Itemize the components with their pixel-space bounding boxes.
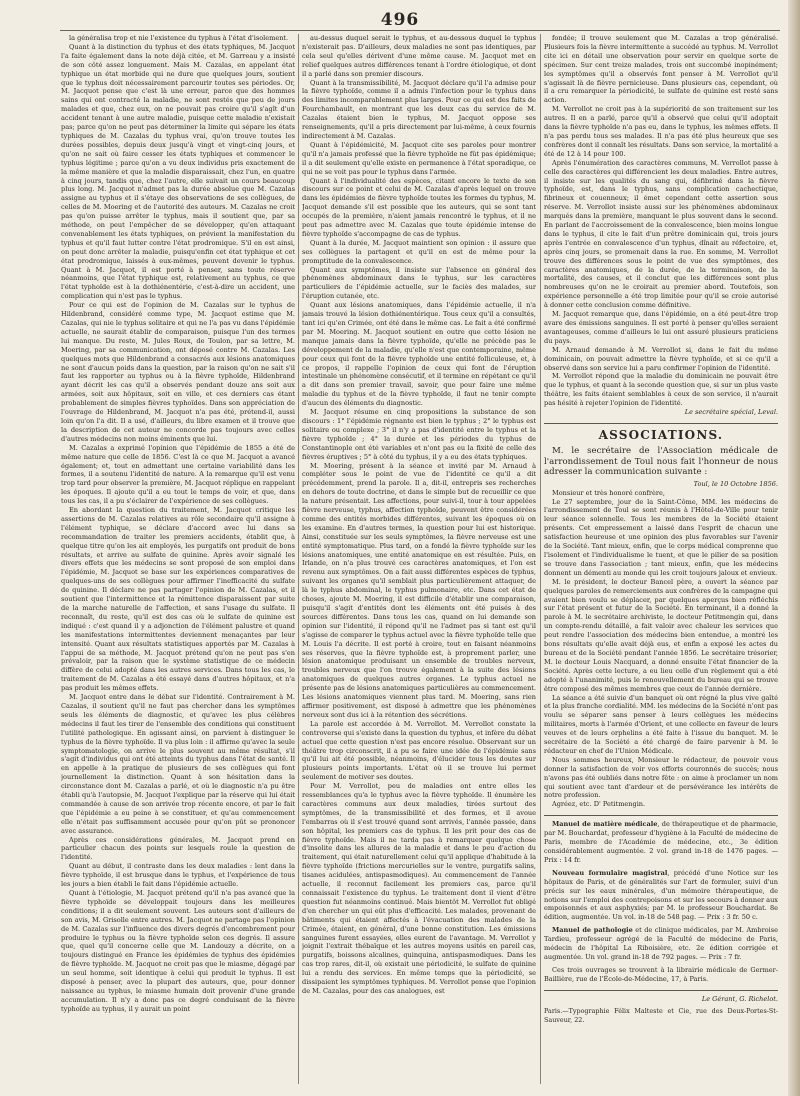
letter-dateline: Toul, le 10 Octobre 1856. <box>693 479 778 488</box>
ads-rule <box>544 815 778 816</box>
paragraph: Après l'énumération des caractères communs, M. Verrollot passe à celle des caractères qui différencient les deux maladies. Entre autres, il insiste sur les qualités du sang qui, défibriné dans la fièvre typhoïde, est, dans le typhus, sans complication cachectique, fibrineux et couenneux; il émet cependant cette assertion sous réserve. M. Verrollot insiste aussi sur les phénomènes abdominaux marqués dans la première, manquant le plus souvent dans le second. En parlant de l'accroissement de la convalescence, bien moins longue dans le typhus, il cite le fait d'un prêtre dominicain qui, trois jours après l'entrée en convalescence d'un typhus, dînait au réfectoire, et, après cinq jours, se promenait dans la rue. En somme, M. Verrollot trouve des différences sous le point de vue des symptômes, des caractères anatomiques, de la durée, de la terminaison, de la mortalité, des causes, et il conclut que les différences sont plus nombreuses qu'on ne le croirait au premier abord. Toutefois, son expérience personnelle a été trop limitée pour qu'il se croie autorisé à donner cette conclusion comme définitive. <box>544 158 778 310</box>
gerant-line: Le Gérant, G. Richelot. <box>701 994 778 1003</box>
paragraph: Quant aux lésions anatomiques, dans l'épidémie actuelle, il n'a jamais trouvé la lésion dothiénentérique. Tous ceux qu'il a consultés, tant ici qu'en Crimée, ont été dans le même cas. Le fait a été confirmé par M. Moering. M. Jacquot soutient en outre que cette lésion ne manque jamais dans la fièvre typhoïde, qu'elle ne précède pas le développement de la maladie, qu'elle n'est que contemporaine, même pour ceux qui font de la fièvre typhoïde une entité folliculeuse, et, à ce propos, il rappelle l'opinion de ceux qui font de l'éruption intestinale un phénomène consécutif, et il termine en répétant ce qu'il a dit dans son premier travail, savoir, que pour faire une même maladie du typhus et de la fièvre typhoïde, il faut ne tenir compte d'aucun des éléments du diagnostic. <box>302 301 536 408</box>
paragraph: Pour ce qui est de l'opinion de M. Cazalas sur le typhus de Hildenbrand, considéré comme type, M. Jacquot estime que M. Cazalas, qui nie le typhus solitaire et qui ne l'a pas vu dans l'épidémie actuelle, ne saurait établir de comparaison, puisque l'un des termes lui manque. Du reste, M. Jules Roux, de Toulon, par sa lettre, M. Moering, par sa communication, ont déposé contre M. Cazalas. Les quelques mots que Hildenbrand a consacrés aux lésions anatomiques ne sont d'aucun poids dans la question, par la raison qu'on ne sait s'il faut les rapporter au typhus ou à la fièvre typhoïde, Hildenbrand ayant décrit les cas qu'il a observés pendant douze ans soit aux armées, soit aux hôpitaux, soit en ville, et ces derniers cas étant probablement de simples fièvres typhoïdes. Dans son appréciation de l'ouvrage de Hildenbrand, M. Jacquot n'a pas été, prétend-il, aussi loin qu'on l'a dit. Il a usé, d'ailleurs, du libre examen et il trouve que la description de cet auteur ne concorde pas toujours avec celles d'autres médecins non moins éminents que lui. <box>61 301 295 443</box>
paragraph: La parole est accordée à M. Verrollot. M. Verrollot constate la controverse qui s'existe dans la question du typhus, et infère du débat actuel que cette question n'est pas encore résolue. Observant sur un théâtre trop circonscrit, il a pu se faire une idée de l'épidémie sans qu'il lui ait été possible, néanmoins, d'élucider tous les doutes sur plusieurs points importants. L'état où il se trouve lui permet seulement de motiver ses doutes. <box>302 719 536 782</box>
book-ad <box>544 820 778 865</box>
paragraph: Quant à l'épidémicité, M. Jacquot cite ses paroles pour montrer qu'il n'a jamais professé que la fièvre typhoïde ne fût pas épidémique; il a dit seulement qu'elle existe en permanence à l'état sporadique, ce qui ne se voit pas pour le typhus dans l'armée. <box>302 140 536 176</box>
section-heading: ASSOCIATIONS. <box>598 427 724 442</box>
paragraph: M. Cazalas a exprimé l'opinion que l'épidémie de 1855 a été de même nature que celle de 1856. C'est là ce que M. Jacquot a avancé également; et, tout en admettant une certaine variabilité dans les formes, il a soutenu l'identité de nature. A la remarque qu'il est venu trop tard pour observer la première, M. Jacquot réplique en rappelant les époques. Il ajoute qu'il a eu tout le temps de voir, et que, dans tous les cas, il a pu s'éclairer de l'expérience de ses collègues. <box>61 443 295 506</box>
paragraph: M. Verrollot ne croit pas à la supériorité de son traitement sur les autres. Il en a parlé, parce qu'il a observé que celui qu'il adoptait dans la fièvre typhoïde n'a pas eu, dans le typhus, les mêmes effets. Il n'a pas perdu tous ses malades. Il n'a pas été plus heureux que ses confrères dont il connaît les résultats. Dans son service, la mortalité a été de 12 à 14 pour 100. <box>544 105 778 158</box>
paragraph: Quant à la transmissibilité, M. Jacquot déclare qu'il l'a admise pour la fièvre typhoïde, comme il a admis l'infection pour le typhus dans des limites incomparablement plus larges. Pour ce qui est des faits de Fourchambault, en montrant que les deux cas du service de M. Cazalas étaient bien le typhus, M. Jacquot oppose ses renseignements, qu'il a pris directement par lui-même, à ceux fournis indirectement à M. Cazalas. <box>302 78 536 140</box>
book-ad-text: , de thérapeutique et de pharmacie, par M. Bouchardat, professeur d'hygiène à la Faculté de médecine de Paris, membre de l'Académie de médecine, etc., 3e édition considérablement augmentée. 2 vol. grand in-18 de 1476 pages. — Prix : 14 fr. <box>544 820 778 864</box>
paragraph: En abordant la question du traitement, M. Jacquot critique les assertions de M. Cazalas relatives au rôle secondaire qu'il assigne à l'élément typhique, se déclare d'accord avec lui dans sa recommandation de traiter les premiers accidents, établit que, à quelque titre qu'on les ait employés, les purgatifs ont produit de bons résultats, et arrive au sulfate de quinine. Après avoir signalé les divers effets que les médecins se sont proposé de son emploi dans l'épidémie, M. Jacquot se base sur les expériences comparatives de quelques-uns de ses collègues pour affirmer l'inefficacité du sulfate de quinine. Il déclare ne pas partager l'opinion de M. Cazalas, et il soutient que l'intermittence et la rémittence disparaissent par suite de la marche naturelle de l'affection, et sans l'usage du sulfate. Il reconnaît, du reste, qu'il est des cas où le sulfate de quinine est indiqué : c'est quand il y a adjonction de l'élément palustre et quand les manifestations intermittentes deviennent menaçantes par leur intensité. Quant aux résultats statistiques apportés par M. Cazalas à l'appui de sa méthode, M. Jacquot prétend qu'on ne peut pas s'en prévaloir, par la raison que le système statistique de ce médecin diffère de celui adopté dans les autres services. Dans tous les cas, le traitement de M. Cazalas a été essayé dans d'autres hôpitaux, et n'a pas produit les mêmes effets. <box>61 506 295 693</box>
paragraph: Monsieur et très honoré confrère, <box>552 488 666 497</box>
header-rule <box>60 30 780 31</box>
paragraph: Quant à l'étiologie, M. Jacquot prétend qu'il n'a pas avancé que la fièvre typhoïde se développait toujours dans les meilleures conditions; il a dit seulement souvent. Les auteurs sont d'ailleurs de son avis, M. Grisolle entre autres. M. Jacquot ne partage pas l'opinion de M. Cazalas sur l'influence des divers degrés d'encombrement pour produire le typhus ou la fièvre typhoïde selon ces degrés. Il assure que, quel qu'il concerne celle que M. Landouzy a décrite, on a toujours distingué en France les épidémies de typhus des épidémies de fièvre typhoïde. M. Jacquot ne croit pas que le miasme, dégagé par un seul homme, soit identique à celui qui produit le typhus. Il est disposé à penser, avec la plupart des auteurs, que, pour donner naissance au typhus, le miasme humain doit provenir d'une grande accumulation. Il n'y a donc pas ce degré conduisant de la fièvre typhoïde au typhus, il y aurait un point <box>61 889 295 1013</box>
paragraph: M. Jacquot entre dans le débat sur l'identité. Contrairement à M. Cazalas, il soutient qu'il ne faut pas chercher dans les symptômes seuls les éléments de diagnostic, et qu'avec les plus célèbres médecins il faut les tirer de l'ensemble des conditions qui constituent l'utilité pathologique. En agissant ainsi, on parvient à distinguer le typhus de la fièvre typhoïde. Il va plus loin : il affirme qu'avec la seule symptomatologie, on arrive le plus souvent au même résultat, s'il s'agit d'individus qui ont été atteints du typhus dans l'état de santé. Il en appelle à la pratique de plusieurs de ses collègues qui font journellement la distinction. Quant à son hésitation dans la circonstance dont M. Cazalas a parlé, et où le diagnostic n'a pu être établi qu'à l'autopsie, M. Jacquot l'explique par la réserve qui lui était commandée à cause de son arrivée trop récente encore, et par le fait que l'épidémie a eu peine à se constituer, et qu'au commencement elle n'était pas suffisamment accusée pour qu'on pût se prononcer avec assurance. <box>61 693 295 835</box>
column-3 <box>544 34 778 1074</box>
section-rule <box>544 423 778 424</box>
paragraph: Le 27 septembre, jour de la Saint-Côme, MM. les médecins de l'arrondissement de Toul se sont réunis à l'Hôtel-de-Ville pour tenir leur séance solennelle. Tous les membres de la Société étaient présents. Cet empressement a laissé dans l'esprit de chacun une satisfaction heureuse et une opinion des plus favorables sur l'avenir de la Société. Tant mieux, enfin, que le corps médical comprenne que l'isolement et l'individualisme le tuent, et que le pilier de sa position se trouve dans l'association ; tant mieux, enfin, que les médecins donnent un démenti au monde qui les croit toujours jaloux et envieux. <box>544 497 778 577</box>
paragraph: Quant à la durée, M. Jacquot maintient son opinion : il assure que ses collègues la partagent et qu'il en est de même pour la promptitude de la convalescence. <box>302 238 536 265</box>
book-ad-title: Manuel de matière médicale <box>552 820 658 829</box>
paragraph: M. Verrollot répond que la maladie du dominicain ne pouvait être que le typhus, et quant à la seconde question que, si sur un plus vaste théâtre, les faits étaient semblables à ceux de son service, il n'aurait pas hésité à rejeter l'opinion de l'identité. <box>544 372 778 408</box>
paragraph: M. le président, le docteur Bancel père, a ouvert la séance par quelques paroles de remerciements aux confrères de la campagne qui avaient bien voulu se déplacer, par quelques aperçus bien réfléchis sur l'état présent et futur de la Société. En terminant, il a donné la parole à M. le secrétaire archiviste, le docteur Petitmengin qui, dans un compte-rendu détaillé, a fait valoir avec chaleur les services que peut rendre l'association des médecins bien entendue, a montré les bons résultats qu'elle avait déjà eus, et enfin a exposé les actes du bureau et de la Société pendant l'année 1856. Le secrétaire trésorier, M. le docteur Louis Nacquard, a donné ensuite l'état financier de la Société. Après cette lecture, a eu lieu celle d'un règlement qui a été adopté à l'unanimité, puis le renouvellement du bureau qui se trouve être composé des mêmes membres que ceux de l'année dernière. <box>544 577 778 693</box>
footer-rule <box>544 990 778 991</box>
paragraph: M. Moering, présent à la séance et invité par M. Arnaud à compléter sous le point de vue de l'identité ce qu'il a dit précédemment, prend la parole. Il a, dit-il, entrepris ses recherches en dehors de toute doctrine, et dans le simple but de recueillir ce que la nature présentait. Les affections, pour suivi-il, tour à tour appelées fièvre nerveuse, typhus, affection typhoïde, peuvent être considérées comme des entités morbides différentes, suivant les époques où on les examine. En d'autres termes, la question pour lui est historique. Ainsi, constituée sur les seuls symptômes, la fièvre nerveuse est une entité symptomatique. Plus tard, on a fondé la fièvre typhoïde sur les lésions anatomiques, une entité anatomique en est résultée. Puis, en Irlande, on n'a plus trouvé ces caractères anatomiques, et l'on est revenu aux symptômes. On a fait aussi différentes espèces de typhus, suivant les organes qu'il semblait plus particulièrement attaquer, de là le typhus abdominal, le typhus pulmonaire, etc. Dans cet état de choses, ajoute M. Moering, il est difficile d'établir une comparaison, puisqu'il s'agit d'entités dont les éléments ont été puisés à des sources différentes. Dans tous les cas, quand on lui demande son opinion sur l'identité, il répond qu'il ne l'admet pas si tant est qu'il s'agisse de comparer le typhus actuel avec la fièvre typhoïde telle que M. Louis l'a décrite. Il est porté à croire, tout en faisant néanmoins ses réserves, que la fièvre typhoïde est, à proprement parler, une lésion anatomique produisant un ensemble de troubles nerveux, troubles nerveux que l'on trouve également à la suite des lésions anatomiques de quelques autres organes. Le typhus actuel ne présente pas de lésions anatomiques particulières au commencement. Les lésions anatomiques viennent plus tard. M. Moering, sans rien affirmer positivement, est disposé à admettre que les phénomènes nerveux sont dus ici à la rétention des sécrétions. <box>302 461 536 719</box>
paragraph: Nous sommes heureux, Monsieur le rédacteur, de pouvoir vous donner la satisfaction de voir vos efforts couronnés de succès; nous n'avons pas été oubliés dans notre fête : on aime à proclamer un nom qui soutient avec tant d'ardeur et de persévérance les intérêts de notre profession. <box>544 755 778 800</box>
paragraph: Agréez, etc. D' Petitmengin. <box>552 800 646 809</box>
column-3-body <box>544 34 778 408</box>
paragraph: au-dessus duquel serait le typhus, et au-dessous duquel le typhus n'existerait pas. D'ailleurs, deux maladies ne sont pas identiques, par cela seul qu'elles dérivent d'une même cause. M. Jacquot met en relief quelques autres différences tenant à l'ordre étiologique, et dont il a parlé dans son premier discours. <box>302 34 536 78</box>
book-ad <box>544 966 778 984</box>
paragraph: M. Jacquot résume en cinq propositions la substance de son discours : 1° l'épidémie régnante est bien le typhus ; 2° le typhus est solitaire ou complexe ; 3° il n'y a pas d'identité entre le typhus et la fièvre typhoïde ; 4° la durée et les périodes du typhus de Constantinople ont été variables et n'ont pas eu la fixité de celle des fièvres éruptives ; 5° à côté du typhus, il y a eu des états typhiques. <box>302 408 536 461</box>
column-1 <box>61 34 295 1074</box>
paragraph: fondée; il trouve seulement que M. Cazalas a trop généralisé. Plusieurs fois la fièvre intermittente a succédé au typhus. M. Verrollot cite ici en détail une observation pour servir en quelque sorte de spécimen. Sur cent treize malades, trois ont succombé inopinément; les symptômes qu'il a observés font penser à M. Verrollot qu'il s'agissait là de fièvre pernicieuse. Dans plusieurs cas, cependant, où il a cru remarquer la périodicité, le sulfate de quinine est resté sans action. <box>544 34 778 105</box>
book-ad-title: Nouveau formulaire magistral <box>552 868 668 877</box>
book-ad <box>544 926 778 962</box>
printer-imprint: Paris.—Typographie Félix Malteste et Cie, rue des Deux-Portes-St-Sauveur, 22. <box>544 1006 778 1024</box>
paragraph: la généralisa trop et nie l'existence du typhus à l'état d'isolement. <box>69 34 289 42</box>
book-ad-text: , précédé d'une Notice sur les hôpitaux de Paris, et de généralités sur l'art de formuler, suivi d'un précis sur les eaux minérales, d'un mémoire thérapeutique, de notions sur l'emploi des contrepoisons et sur les secours à donner aux empoisonnés et aux asphyxiés; par M. le professeur Bouchardat. 8e édition, augmentée. Un vol. in-18 de 548 pag. — Prix : 3 fr. 50 c. <box>544 868 778 922</box>
paragraph: Quant aux symptômes, il insiste sur l'absence en général des phénomènes abdominaux dans le typhus, sur les caractères particuliers de l'épidémie actuelle, sur le faciès des malades, sur l'éruption cutanée, etc. <box>302 265 536 301</box>
paragraph: Quant à l'individualité des espèces, citant encore le texte de son discours sur ce point et celui de M. Cazalas d'après lequel on trouve dans les épidémies de fièvre typhoïde toutes les formes du typhus, M. Jacquot demande s'il est possible que les auteurs, qui se sont tant occupés de la première, n'aient jamais rencontré le typhus, et il ne peut pas admettre avec M. Cazalas que toute épidémie intense de fièvre typhoïde s'accompagne de cas de typhus. <box>302 176 536 238</box>
page-edge-shadow <box>788 0 800 1096</box>
letter-body <box>544 489 778 810</box>
book-ad <box>544 869 778 922</box>
column-divider <box>540 34 541 1084</box>
page-number: 496 <box>380 10 420 30</box>
book-advertisements <box>544 820 778 983</box>
section-intro: M. le secrétaire de l'Association médicale de l'arrondissement de Toul nous fait l'honneur de nous adresser la communication suivante : <box>544 445 778 478</box>
column-divider <box>298 34 299 1084</box>
secretary-signature: Le secrétaire spécial, Leval. <box>684 408 778 417</box>
paragraph: Après ces considérations générales, M. Jacquot prend en particulier chacun des points sur lesquels roule la question de l'identité. <box>61 835 295 862</box>
book-ad-title: Manuel de pathologie <box>552 926 633 935</box>
paragraph: M. Arnaud demande à M. Verrollot si, dans le fait du même dominicain, on pouvait admettre la fièvre typhoïde, et si ce qu'il a observé dans son service lui a paru confirmer l'opinion de l'identité. <box>544 345 778 372</box>
book-ad-text: Ces trois ouvrages se trouvent à la librairie médicale de Germer-Baillière, rue de l'École-de-Médecine, 17, à Paris. <box>544 965 778 983</box>
paragraph: Pour M. Verrollot, peu de maladies ont entre elles les ressemblances qu'a le typhus avec la fièvre typhoïde. Il énumère les caractères communs aux deux maladies, tirées surtout des symptômes, de la transmissibilité et des formes, et il avoue l'embarras où il s'est trouvé quand sont arrivés, l'année passée, dans son hôpital, les premiers cas de typhus. Il les prit pour des cas de fièvre typhoïde. Mais il ne tarda pas à remarquer quelque chose d'insolite dans les allures de la maladie et dans le peu d'action du traitement, qui était naturellement celui qu'il applique d'habitude à la fièvre typhoïde (frictions mercurielles sur le ventre, purgatifs salins, tisanes acidulées, antispasmodiques). Au commencement de l'année actuelle, il reconnut facilement les premiers cas, parce qu'il connaissait l'existence du typhus. Le traitement dont il vient d'être question fut néanmoins continué. Mais bientôt M. Verrollot fut obligé d'en chercher un qui eût plus d'efficacité. Les malades, provenant de bâtiments qui étaient affectés à l'évacuation des malades de la Crimée, étaient, en général, d'une bonne constitution. Les émissions sanguines furent essayées, elles eurent de l'avantage. M. Verrollot y joignit l'extrait thébaïque et les autres moyens usités en pareil cas, purgatifs, boissons alcalines, quinquina, antispasmodiques. Dans les cas trop rares, dit-il, où existait une périodicité, le sulfate de quinine lui a rendu des services. En même temps que la périodicité, se dissipaient les symptômes typhiques. M. Verrollot pense que l'opinion de M. Cazalas, pour des cas analogues, est <box>302 782 536 995</box>
paragraph: M. Jacquot remarque que, dans l'épidémie, on a été peut-être trop avare des émissions sanguines. Il est porté à penser qu'elles seraient avantageuses, comme d'ailleurs le lui ont assuré plusieurs praticiens du pays. <box>544 310 778 345</box>
paragraph: Quant à la distinction du typhus et des états typhiques, M. Jacquot l'a faite également dans la note déjà citée, et M. Garreau y a insisté de son côté assez longuement. Mais M. Cazalas, en appelant état typhique un état morbide qui ne dure que quelques jours, soutient que le typhus doit nécessairement parcourir toutes ses périodes. Or, M. Jacquot pense que c'est là une erreur, parce que des hommes sains qui ont contracté la maladie, ne sont restés que peu de jours malades et que, chez eux, on ne pouvait pas croire qu'il s'agît d'un accident tenant à une autre maladie, puisque cette maladie n'existait pas; parce qu'on ne peut pas déterminer la limite qui sépare les états typhiques de M. Cazalas du typhus vrai, qu'on trouve toutes les durées possibles, depuis deux jusqu'à vingt et vingt-cinq jours, et qu'on ne sait où faire cesser les états typhiques et commencer le typhus légitime ; parce qu'on a vu deux individus pris exactement de la même manière et que la maladie disparaissait, chez l'un, en quatre à cinq jours, tandis que, chez l'autre, elle suivait un cours beaucoup plus long. M. Jacquot n'admet pas la durée absolue que M. Cazalas assigne au typhus et il s'étaye des observations de ses collègues, de celles de M. Moering et de l'autorité des auteurs. M. Cazalas ne croit pas qu'on puisse arrêter le typhus, mais il soutient que, par sa méthode, on peut l'empêcher de se développer, qu'en attaquant convenablement les états typhiques, on prévient la manifestation du typhus et qu'il faut lutter contre l'état prodromique. S'il en est ainsi, on peut donc arrêter la maladie, puisqu'enfin cet état typhique et cet état prodromique, laissés à eux-mêmes, peuvent devenir le typhus. Quant à M. Jacquot, il est porté à penser, sans toute réserve néanmoins, que l'état typhique est, relativement au typhus, ce que l'état typhoïde est à la dothiénentérie, c'est-à-dire un accident, une complication qui n'est pas le typhus. <box>61 42 295 301</box>
paragraph: La séance a été suivie d'un banquet où ont régné la plus vive gaîté et la plus franche cordialité. MM. les médecins de la Société n'ont pas voulu se séparer sans penser à leurs collègues les médecins militaires, morts à l'armée d'Orient, et une collecte en faveur de leurs veuves et de leurs orphelins a été faite à l'issue du banquet. M. le secrétaire de la Société a été chargé de faire parvenir à M. le rédacteur en chef de l'Union Médicale. <box>544 693 778 755</box>
book-ad-text: et de clinique médicales, par M. Ambroise Tardieu, professeur agrégé de la Faculté de médecine de Paris, médecin de l'hôpital La Riboisière, etc. 2e édition corrigée et augmentée. Un vol. grand in-18 de 792 pages. — Prix : 7 fr. <box>544 926 778 961</box>
paragraph: Quant au début, il contraste dans les deux maladies : lent dans la fièvre typhoïde, il est brusque dans le typhus, et l'expérience de tous les jours a bien établi le fait dans l'épidémie actuelle. <box>61 862 295 889</box>
column-2 <box>302 34 536 1074</box>
